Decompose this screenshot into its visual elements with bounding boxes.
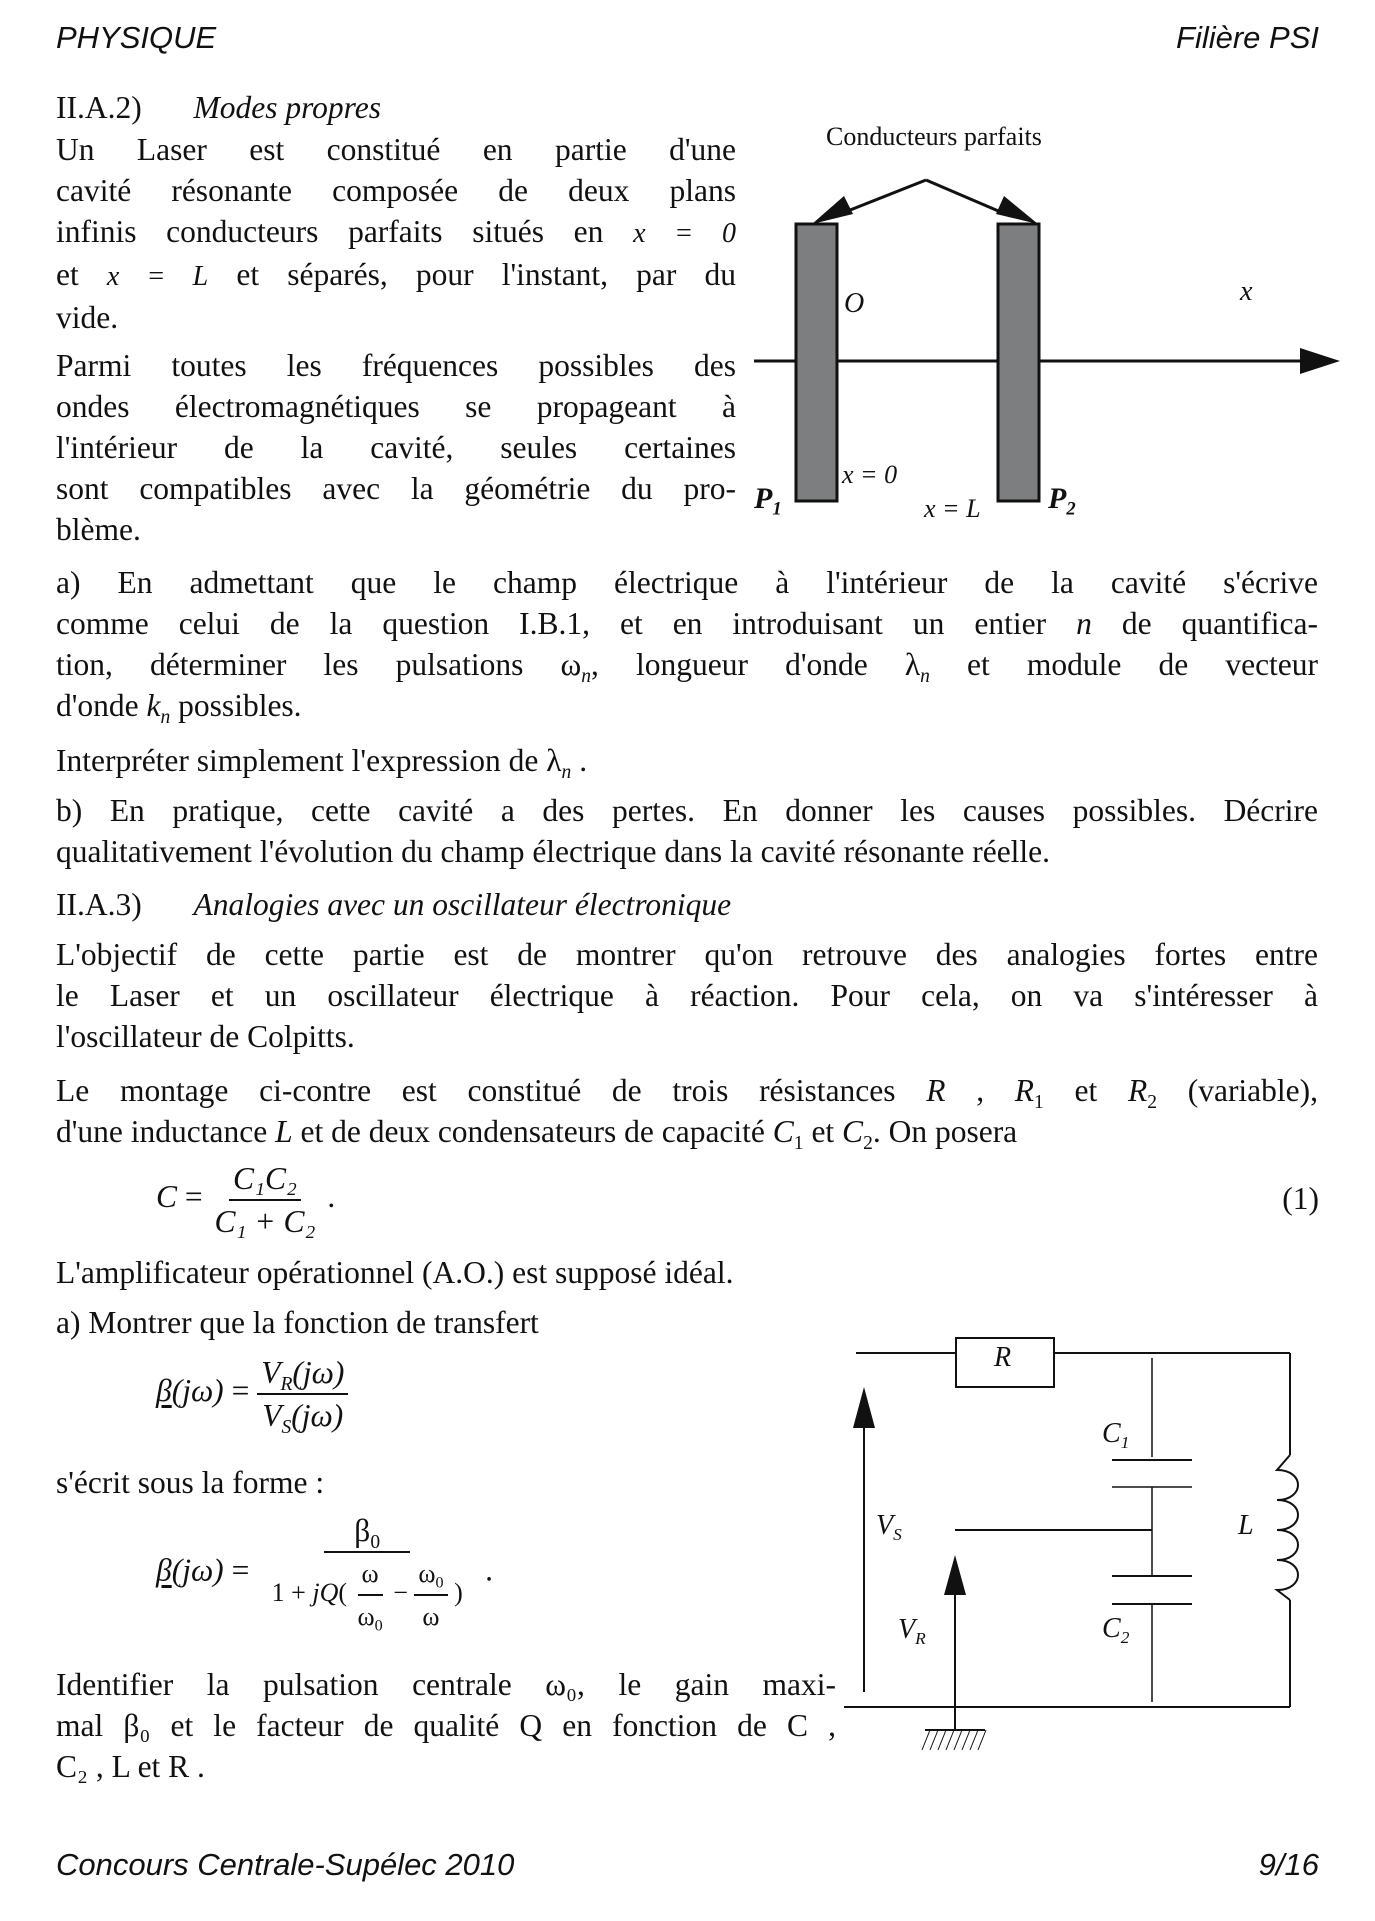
text-line: Parmi toutes les fréquences possibles des — [56, 348, 736, 383]
header-subject: PHYSIQUE — [56, 20, 217, 55]
section-title: Modes propres — [193, 90, 381, 125]
label-VS: $V_S$ — [876, 1510, 902, 1545]
text-line: C₂ , L et R . — [56, 1749, 205, 1784]
header-track: Filière PSI — [1176, 20, 1319, 55]
plate-p1 — [796, 224, 837, 501]
text-line: ondes électromagnétiques se propageant à — [56, 389, 736, 424]
interpret-line: Interpréter simplement l'expression de $\lambda_n$ . — [56, 743, 588, 783]
text-line: cavité résonante composée de deux plans — [56, 173, 736, 208]
section-number: II.A.3) — [56, 887, 142, 922]
question-a-transfer: a) Montrer que la fonction de transfert — [56, 1305, 539, 1340]
text-line: infinis conducteurs parfaits situés en x = 0 — [56, 214, 737, 249]
text-line: b) En pratique, cette cavité a des pertes. En donner les causes possibles. Décrire — [56, 793, 1318, 828]
section-title: Analogies avec un oscillateur électronique — [193, 887, 732, 922]
cavity-figure — [740, 122, 1340, 550]
intro-paragraph — [56, 129, 736, 338]
text-line: vide. — [56, 300, 119, 335]
objective-paragraph — [56, 934, 1318, 1057]
question-b — [56, 790, 1318, 872]
ao-statement: L'amplificateur opérationnel (A.O.) est supposé idéal. — [56, 1255, 734, 1290]
footer-page-number: 9/16 — [1258, 1847, 1319, 1882]
label-xL: x = L — [924, 494, 981, 523]
text-line: comme celui de la question I.B.1, et en introduisant un entier n de quantifica- — [56, 606, 1319, 641]
text-line: Un Laser est constitué en partie d'une — [56, 132, 736, 167]
footer-contest: Concours Centrale-Supélec 2010 — [56, 1847, 515, 1882]
cavity-diagram-icon — [740, 130, 1340, 550]
label-p2: $P_2$ — [1048, 482, 1076, 520]
label-conducteurs: Conducteurs parfaits — [826, 122, 1042, 151]
label-origin: O — [844, 288, 865, 319]
text-line: L'objectif de cette partie est de montrer qu'on retrouve des analogies fortes entre — [56, 937, 1318, 972]
label-L: L — [1238, 1510, 1254, 1541]
label-R: R — [994, 1342, 1012, 1373]
question-a — [56, 562, 1318, 726]
label-p1: $P_1$ — [754, 482, 782, 520]
colpitts-circuit-figure — [830, 1300, 1310, 1760]
equation-1: C = $\frac{\text{C₁C₂}}{\text{C₁ + C₂}}$ . — [156, 1158, 335, 1242]
label-VR: $V_R$ — [898, 1614, 926, 1649]
text-line: mal β₀ et le facteur de qualité Q en fonction de C , — [56, 1708, 836, 1743]
plate-p2 — [998, 224, 1039, 501]
form-text: s'écrit sous la forme : — [56, 1465, 325, 1500]
text-line: a) En admettant que le champ électrique à l'intérieur de la cavité s'écrive — [56, 565, 1318, 600]
equation-1-tag: (1) — [1282, 1181, 1319, 1216]
text-line: le Laser et un oscillateur électrique à réaction. Pour cela, on va s'intéresser à — [56, 978, 1318, 1013]
text-line: l'intérieur de la cavité, seules certaines — [56, 430, 736, 465]
label-axis-x: x — [1240, 276, 1253, 307]
label-C2: $C_2$ — [1102, 1613, 1130, 1648]
text-line: tion, déterminer les pulsations $\omega_n$, longueur d'onde $\lambda_n$ et module de vecteur — [56, 647, 1319, 687]
text-line: et x = L et séparés, pour l'instant, par du — [56, 257, 736, 292]
section-number: II.A.2) — [56, 90, 142, 125]
section-heading-modes-propres — [56, 87, 381, 128]
section-heading-analogies — [56, 884, 731, 925]
text-line: d'une inductance L et de deux condensateurs de capacité $C_1$ et $C_2$. On posera — [56, 1114, 1018, 1154]
text-line: Le montage ci-contre est constitué de trois résistances R , $R_1$ et $R_2$ (variable), — [56, 1073, 1319, 1113]
frequencies-paragraph — [56, 345, 736, 550]
text-line: l'oscillateur de Colpitts. — [56, 1019, 355, 1054]
identify-paragraph — [56, 1664, 836, 1787]
text-line: qualitativement l'évolution du champ électrique dans la cavité résonante réelle. — [56, 834, 1051, 869]
equation-beta-form: β(jω) = $\beta_0$ 1 + jQ( $\frac{\omega}{\omega_0}$ − $\frac{\omega_0}{\omega}$ ) . — [156, 1510, 493, 1637]
text-line: Identifier la pulsation centrale ω₀, le gain maxi- — [56, 1667, 836, 1702]
text-line: d'onde $k_n$ possibles. — [56, 688, 302, 728]
montage-paragraph — [56, 1070, 1318, 1152]
text-line: sont compatibles avec la géométrie du pro- — [56, 471, 736, 506]
label-C1: $C_1$ — [1102, 1418, 1130, 1453]
equation-beta-definition: β(jω) = $\frac{V_R(j\omega)}{V_S(j\omega)}$ — [156, 1352, 348, 1436]
label-x0: x = 0 — [842, 460, 898, 489]
text-line: blème. — [56, 512, 141, 547]
